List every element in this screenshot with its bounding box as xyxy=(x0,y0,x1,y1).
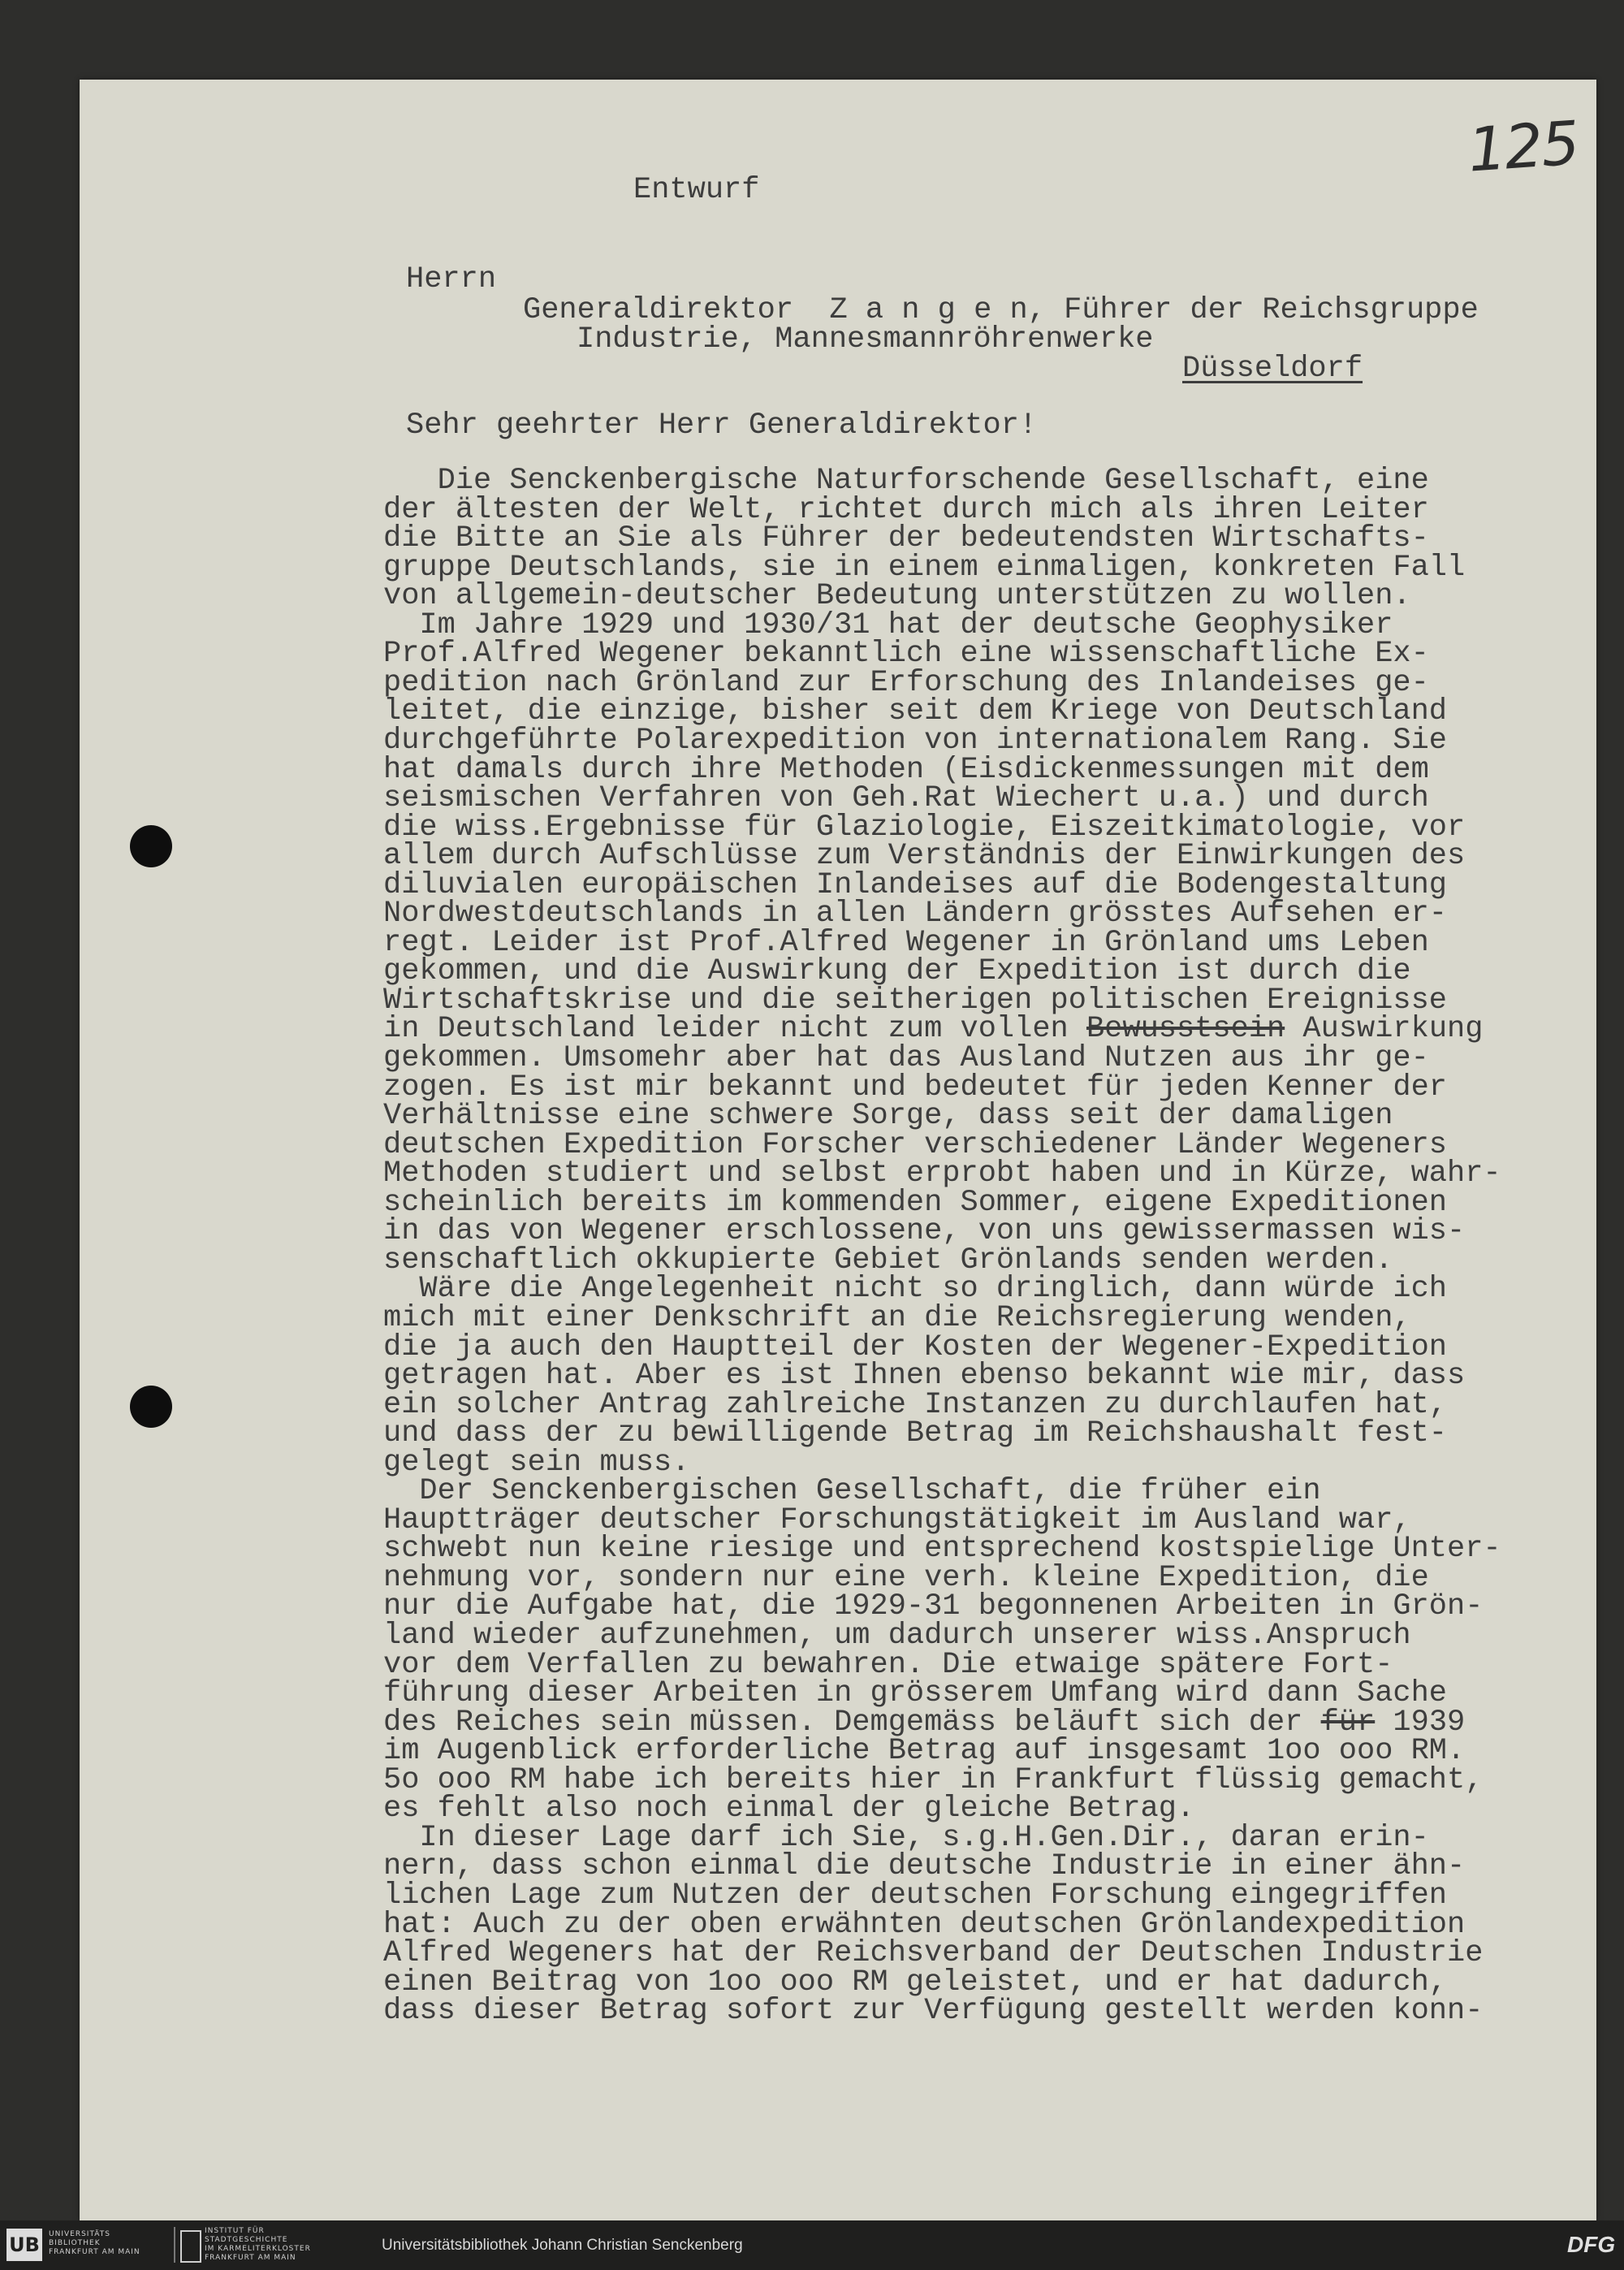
body-line: in Deutschland leider nicht zum vollen Bewusstsein Auswirkung xyxy=(383,1012,1484,1046)
address-line-1: Generaldirektor Z a n g e n, Führer der Reichsgruppe xyxy=(523,293,1479,327)
body-line: land wieder aufzunehmen, um dadurch unserer wiss.Anspruch xyxy=(383,1619,1411,1653)
body-line: hat: Auch zu der oben erwähnten deutschen Grönlandexpedition xyxy=(383,1908,1466,1942)
body-line: gelegt sein muss. xyxy=(383,1446,690,1480)
body-line: in das von Wegener erschlossene, von uns gewissermassen wis- xyxy=(383,1214,1466,1248)
body-line: deutschen Expedition Forscher verschiedener Länder Wegeners xyxy=(383,1128,1448,1162)
body-line: 5o ooo RM habe ich bereits hier in Frankfurt flüssig gemacht, xyxy=(383,1763,1484,1797)
archive-footer xyxy=(0,2220,1624,2270)
body-line: Die Senckenbergische Naturforschende Gesellschaft, eine xyxy=(383,464,1429,498)
body-line: nur die Aufgabe hat, die 1929-31 begonnenen Arbeiten in Grön- xyxy=(383,1589,1484,1624)
library-name: Universitätsbibliothek Johann Christian Senckenberg xyxy=(382,2237,743,2254)
body-line: vor dem Verfallen zu bewahren. Die etwaige spätere Fort- xyxy=(383,1648,1393,1682)
body-line: einen Beitrag von 1oo ooo RM geleistet, und er hat dadurch, xyxy=(383,1965,1448,2000)
body-line: durchgeführte Polarexpedition von internationalem Rang. Sie xyxy=(383,724,1448,758)
body-line: nern, dass schon einmal die deutsche Industrie in einer ähn- xyxy=(383,1849,1466,1883)
body-line: zogen. Es ist mir bekannt und bedeutet für jeden Kenner der xyxy=(383,1070,1448,1105)
body-line: dass dieser Betrag sofort zur Verfügung gestellt werden konn- xyxy=(383,1994,1484,2028)
body-line: Prof.Alfred Wegener bekanntlich eine wissenschaftliche Ex- xyxy=(383,637,1429,671)
body-line: diluvialen europäischen Inlandeises auf die Bodengestaltung xyxy=(383,868,1448,902)
body-line: es fehlt also noch einmal der gleiche Betrag. xyxy=(383,1792,1195,1826)
body-line: Verhältnisse eine schwere Sorge, dass seit der damaligen xyxy=(383,1099,1393,1133)
punch-hole-top xyxy=(130,825,172,867)
address-salutation: Herrn xyxy=(406,262,497,296)
body-line: lichen Lage zum Nutzen der deutschen Forschung eingegriffen xyxy=(383,1879,1448,1913)
body-line: pedition nach Grönland zur Erforschung des Inlandeises ge- xyxy=(383,666,1429,700)
body-line: allem durch Aufschlüsse zum Verständnis der Einwirkungen des xyxy=(383,839,1466,873)
body-line: ein solcher Antrag zahlreiche Instanzen zu durchlaufen hat, xyxy=(383,1388,1448,1422)
body-line: im Augenblick erforderliche Betrag auf insgesamt 1oo ooo RM. xyxy=(383,1734,1466,1768)
body-line: führung dieser Arbeiten in grösserem Umfang wird dann Sache xyxy=(383,1676,1448,1710)
body-line: der ältesten der Welt, richtet durch mich als ihren Leiter xyxy=(383,493,1429,527)
punch-hole-bottom xyxy=(130,1386,172,1428)
body-line: Hauptträger deutscher Forschungstätigkeit im Ausland war, xyxy=(383,1503,1411,1537)
document-page xyxy=(80,80,1596,2220)
isg-logo-mark xyxy=(180,2230,201,2263)
body-line: schwebt nun keine riesige und entsprechend kostspielige Unter- xyxy=(383,1532,1501,1566)
body-line: Wirtschaftskrise und die seitherigen politischen Ereignisse xyxy=(383,984,1448,1018)
body-line: des Reiches sein müssen. Demgemäss beläuft sich der für 1939 xyxy=(383,1706,1466,1740)
document-heading: Entwurf xyxy=(633,173,760,207)
body-line: die wiss.Ergebnisse für Glaziologie, Eiszeitkimatologie, vor xyxy=(383,811,1466,845)
body-line: regt. Leider ist Prof.Alfred Wegener in Grönland ums Leben xyxy=(383,926,1429,960)
body-line: seismischen Verfahren von Geh.Rat Wiechert u.a.) und durch xyxy=(383,781,1429,815)
isg-logo-text: INSTITUT FÜR STADTGESCHICHTE IM KARMELITERKLOSTER FRANKFURT AM MAIN xyxy=(205,2227,311,2262)
struck-word: für xyxy=(1320,1706,1376,1740)
body-line: nehmung vor, sondern nur eine verh. kleine Expedition, die xyxy=(383,1561,1429,1595)
body-line: hat damals durch ihre Methoden (Eisdickenmessungen mit dem xyxy=(383,753,1429,787)
ub-logo-text: UNIVERSITÄTS BIBLIOTHEK FRANKFURT AM MAIN xyxy=(49,2230,140,2256)
folio-number: 125 xyxy=(1466,108,1581,186)
address-city: Düsseldorf xyxy=(1182,352,1363,386)
body-line: senschaftlich okkupierte Gebiet Grönlands senden werden. xyxy=(383,1243,1393,1278)
body-line: gruppe Deutschlands, sie in einem einmaligen, konkreten Fall xyxy=(383,551,1466,585)
body-line: von allgemein-deutscher Bedeutung unterstützen zu wollen. xyxy=(383,579,1411,613)
body-line: Methoden studiert und selbst erprobt haben und in Kürze, wahr- xyxy=(383,1157,1501,1191)
dfg-logo: DFG xyxy=(1567,2232,1616,2257)
struck-word: Bewusstsein xyxy=(1086,1012,1285,1046)
body-line: gekommen. Umsomehr aber hat das Ausland Nutzen aus ihr ge- xyxy=(383,1041,1429,1075)
letter-greeting: Sehr geehrter Herr Generaldirektor! xyxy=(406,409,1038,443)
body-line: Nordwestdeutschlands in allen Ländern grösstes Aufsehen er- xyxy=(383,897,1448,931)
body-line: gekommen, und die Auswirkung der Expedition ist durch die xyxy=(383,954,1411,988)
logo-separator xyxy=(174,2227,175,2263)
address-line-2: Industrie, Mannesmannröhrenwerke xyxy=(577,322,1154,357)
body-line: die Bitte an Sie als Führer der bedeutendsten Wirtschafts- xyxy=(383,521,1429,556)
body-line: die ja auch den Hauptteil der Kosten der Wegener-Expedition xyxy=(383,1330,1448,1364)
body-line: In dieser Lage darf ich Sie, s.g.H.Gen.Dir., daran erin- xyxy=(383,1821,1429,1855)
body-line: Alfred Wegeners hat der Reichsverband der Deutschen Industrie xyxy=(383,1936,1484,1970)
ub-logo: UB xyxy=(6,2229,42,2261)
body-line: mich mit einer Denkschrift an die Reichsregierung wenden, xyxy=(383,1301,1411,1335)
body-line: getragen hat. Aber es ist Ihnen ebenso bekannt wie mir, dass xyxy=(383,1359,1466,1393)
body-line: und dass der zu bewilligende Betrag im Reichshaushalt fest- xyxy=(383,1416,1448,1451)
body-line: Der Senckenbergischen Gesellschaft, die früher ein xyxy=(383,1474,1321,1508)
body-line: Im Jahre 1929 und 1930/31 hat der deutsche Geophysiker xyxy=(383,608,1393,642)
body-line: leitet, die einzige, bisher seit dem Kriege von Deutschland xyxy=(383,694,1448,729)
body-line: scheinlich bereits im kommenden Sommer, eigene Expeditionen xyxy=(383,1186,1448,1220)
body-line: Wäre die Angelegenheit nicht so dringlich, dann würde ich xyxy=(383,1272,1448,1306)
